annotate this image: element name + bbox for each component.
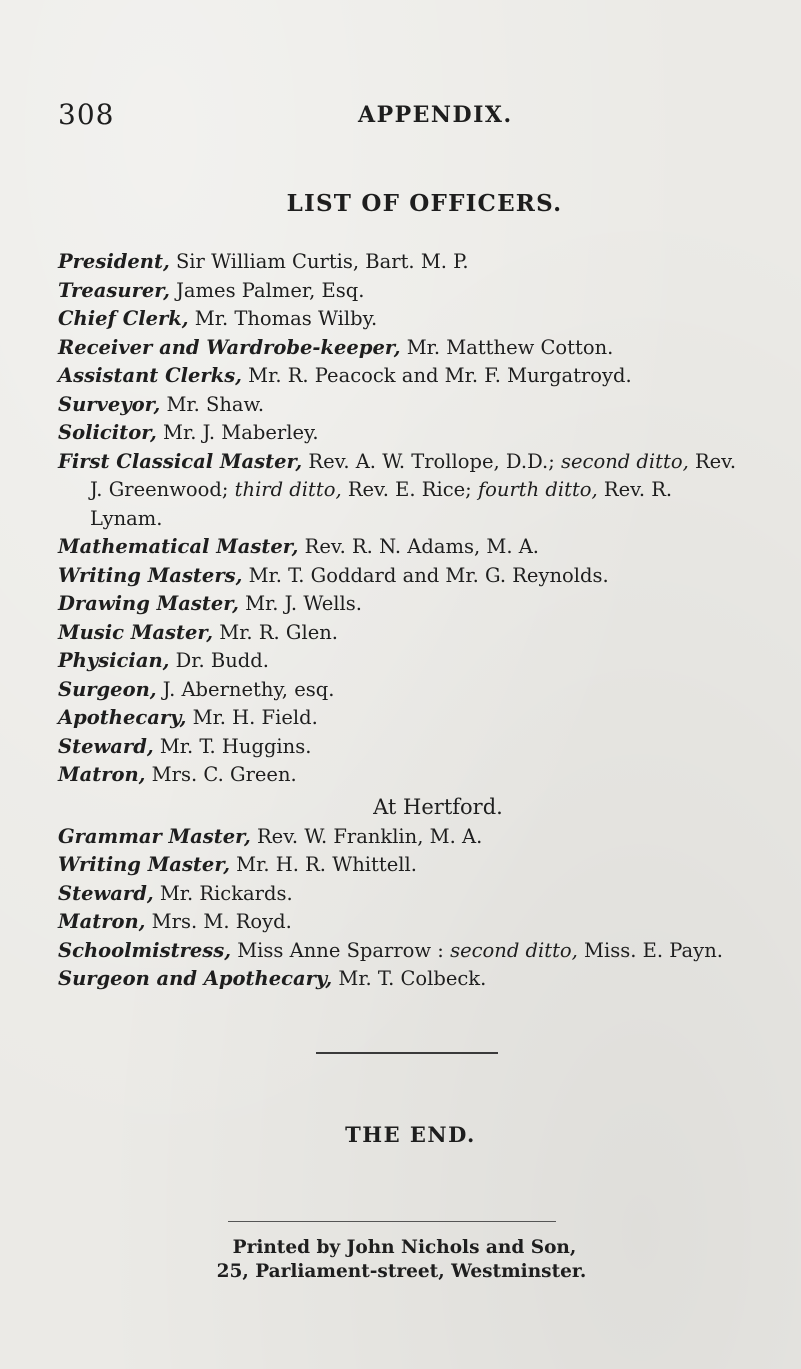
officer-entry (58, 823, 748, 852)
officer-name: Mr. H. R. Whittell. (229, 853, 417, 876)
office-title: second ditto, (560, 449, 689, 473)
officer-name: J. Abernethy, esq. (156, 677, 335, 701)
office-title: Surgeon and Apothecary, (58, 967, 333, 990)
officer-name: Mr. Thomas Wilby. (188, 307, 378, 330)
office-title: Music Master, (58, 620, 214, 644)
office-title: Schoolmistress, (58, 938, 232, 962)
officer-name: Mrs. C. Green. (145, 763, 297, 786)
office-title: Writing Master, (58, 853, 230, 876)
officer-name: James Palmer, Esq. (169, 278, 365, 302)
office-title: Matron, (58, 910, 146, 933)
running-title: APPENDIX. (358, 102, 513, 128)
officer-name: Rev. J. Greenwood; (90, 449, 737, 501)
running-head (58, 98, 758, 138)
officer-name: Mr. T. Colbeck. (332, 967, 487, 990)
officer-entry (58, 761, 748, 790)
office-title: President, (58, 250, 170, 273)
divider-rule (228, 1221, 556, 1222)
list-title: LIST OF OFFICERS. (286, 190, 563, 217)
page-number: 308 (58, 98, 115, 131)
officer-name: Mr. Rickards. (153, 881, 293, 905)
printer-imprint (0, 1236, 801, 1284)
officer-name: Mr. Shaw. (160, 392, 265, 416)
officer-name: Rev. A. W. Trollope, D.D.; (302, 449, 561, 473)
officer-name: Mr. H. Field. (186, 706, 318, 729)
officer-name: Mrs. M. Royd. (145, 910, 292, 933)
officer-entry (58, 362, 748, 391)
officer-entry (58, 676, 748, 705)
office-title: Writing Masters, (58, 563, 243, 587)
officer-entry (58, 334, 748, 363)
officer-entry (58, 908, 748, 937)
officer-entry (58, 562, 748, 591)
officer-name: Miss Anne Sparrow : (231, 938, 451, 962)
office-title: Matron, (58, 763, 146, 786)
divider-rule (316, 1052, 498, 1054)
officer-name: Sir William Curtis, Bart. M. P. (169, 250, 469, 273)
office-title: Surgeon, (58, 677, 157, 701)
officer-entry (58, 733, 748, 762)
officer-entry (58, 965, 748, 994)
office-title: Steward, (58, 734, 154, 758)
officer-entry (58, 619, 748, 648)
officer-name: Rev. R. Lynam. (90, 478, 673, 530)
office-title: Surveyor, (58, 392, 161, 416)
office-title: Grammar Master, (58, 824, 251, 848)
officer-name: Miss. E. Payn. (577, 938, 723, 962)
officer-name: Mr. T. Goddard and Mr. G. Reynolds. (242, 563, 609, 587)
officer-name: Rev. E. Rice; (341, 478, 478, 501)
officer-entry (58, 647, 748, 676)
the-end: THE END. (345, 1122, 476, 1147)
officer-entry (58, 277, 748, 306)
schoolmistress-entry (58, 937, 748, 966)
office-title: Mathematical Master, (58, 535, 299, 558)
officer-name: Mr. R. Peacock and Mr. F. Murgatroyd. (241, 364, 632, 387)
officer-name: Dr. Budd. (169, 649, 269, 672)
office-title: Chief Clerk, (58, 307, 189, 330)
officer-entry (58, 533, 748, 562)
officer-entry (58, 248, 748, 277)
officer-name: Rev. R. N. Adams, M. A. (298, 535, 540, 558)
officer-entry (58, 851, 748, 880)
hertford-heading: At Hertford. (373, 794, 503, 819)
officer-name: Mr. Matthew Cotton. (400, 335, 614, 359)
office-title: fourth ditto, (477, 478, 598, 501)
office-title: Receiver and Wardrobe-keeper, (58, 335, 401, 359)
officer-name: Mr. R. Glen. (213, 620, 339, 644)
officer-entry (58, 704, 748, 733)
officer-entry (58, 590, 748, 619)
office-title: second ditto, (450, 938, 578, 962)
office-title: Drawing Master, (58, 592, 239, 615)
office-title: Apothecary, (58, 706, 187, 729)
office-title: Solicitor, (58, 421, 157, 444)
office-title: Physician, (58, 649, 170, 672)
office-title: Steward, (58, 881, 154, 905)
officer-name: Mr. J. Wells. (238, 592, 362, 615)
imprint-line: Printed by John Nichols and Son, (232, 1237, 577, 1258)
office-title: Assistant Clerks, (58, 364, 242, 387)
officer-entry (58, 305, 748, 334)
officer-list (58, 248, 748, 994)
office-title: Treasurer, (58, 278, 170, 302)
office-title: First Classical Master, (58, 449, 303, 473)
officer-name: Mr. T. Huggins. (153, 734, 312, 758)
officer-name: Rev. W. Franklin, M. A. (250, 824, 483, 848)
imprint-line: 25, Parliament-street, Westminster. (216, 1261, 587, 1282)
officer-entry (58, 419, 748, 448)
officer-name: Mr. J. Maberley. (156, 421, 319, 444)
officer-entry (58, 880, 748, 909)
officer-entry (58, 391, 748, 420)
classical-masters-entry (58, 448, 748, 534)
office-title: third ditto, (234, 478, 342, 501)
